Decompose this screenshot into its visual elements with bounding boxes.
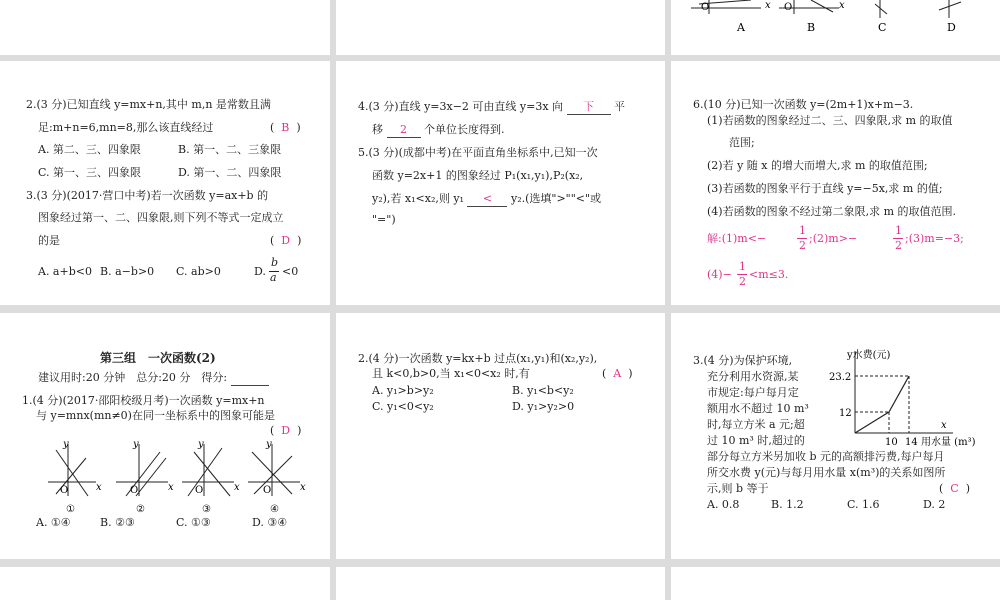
g2-y: y xyxy=(133,439,139,450)
g2-o: O xyxy=(130,485,139,496)
mid-left-panel xyxy=(0,61,330,305)
q3-opt-d-prefix: D. xyxy=(254,265,266,278)
g3-x: x xyxy=(234,482,240,493)
bq2-answer: ( A ) xyxy=(602,367,633,380)
graph-x-label: 用水量 (m³) xyxy=(921,437,976,448)
g4-x: x xyxy=(300,482,306,493)
q4-line2 xyxy=(372,122,505,138)
graph-label-c: C xyxy=(878,21,887,34)
graph-label-a: A xyxy=(737,21,745,34)
q6-part1-a: (1)若函数的图象经过二、三、四象限,求 m 的取值 xyxy=(707,114,953,127)
mid-right-panel xyxy=(671,61,1000,305)
q2-answer: ( B ) xyxy=(270,121,301,134)
q3-opt-b: B. a−b>0 xyxy=(100,265,155,278)
group-title: 第三组 一次函数(2) xyxy=(100,351,216,365)
graph-a-origin: O xyxy=(701,2,710,13)
bottom-right-panel xyxy=(671,313,1000,559)
bq2-opt-b: B. y₁<b<y₂ xyxy=(512,384,574,397)
q3-answer-value: D xyxy=(281,234,291,247)
q6-part3: (3)若函数的图象平行于直线 y=−5x,求 m 的值; xyxy=(707,182,943,195)
q5-blank: < xyxy=(467,191,507,207)
bq3-line1: 3.(4 分)为保护环境, xyxy=(693,354,793,367)
bq3-answer: ( C ) xyxy=(939,482,971,495)
bq1-line1: 1.(4 分)(2017·邵阳校级月考)一次函数 y=mx+n xyxy=(22,394,265,407)
q2-line2: 足:m+n=6,mn=8,那么该直线经过 xyxy=(38,121,214,134)
bq2-line2: 且 k<0,b>0,当 x₁<0<x₂ 时,有 xyxy=(372,367,530,380)
score-blank xyxy=(231,370,269,386)
bq2-line1: 2.(4 分)一次函数 y=kx+b 过点(x₁,y₁)和(x₂,y₂), xyxy=(358,352,598,365)
water-fee-graph xyxy=(821,345,991,465)
q5-line3-a: y₂),若 x₁<x₂,则 y₁ xyxy=(372,192,464,205)
bottom-left-panel xyxy=(0,313,330,559)
graph-num-2: ② xyxy=(136,504,145,515)
q3-line3: 的是 xyxy=(38,234,60,247)
q6-line1: 6.(10 分)已知一次函数 y=(2m+1)x+m−3. xyxy=(693,98,914,111)
q3-opt-d-num: b xyxy=(271,256,279,269)
top-left-panel xyxy=(0,0,330,55)
bq1-opt-c: C. ①③ xyxy=(176,516,211,529)
q6-part1-b: 范围; xyxy=(729,136,755,149)
bq3-line4: 额用水不超过 10 m³ xyxy=(707,402,809,415)
q2-line1: 2.(3 分)已知直线 y=mx+n,其中 m,n 是常数且满 xyxy=(26,98,271,111)
g4-y: y xyxy=(266,439,272,450)
sol-frac1-num: 1 xyxy=(799,224,806,237)
q4-line1-b: 平 xyxy=(614,100,626,113)
sol-frac3-den: 2 xyxy=(739,275,746,288)
q6-part4: (4)若函数的图象不经过第二象限,求 m 的取值范围. xyxy=(707,205,956,218)
bq3-opt-a: A. 0.8 xyxy=(707,498,740,511)
q4-blank1: 下 xyxy=(567,99,611,115)
q5-line4: "=") xyxy=(372,213,396,226)
bq3-full1: 部分每立方米另加收 b 元的高额排污费,每户每月 xyxy=(707,450,945,463)
graph-x-tick-14: 14 xyxy=(905,437,918,448)
q5-line3-b: y₂.(选填">""<"或 xyxy=(510,192,602,205)
bq1-opt-d: D. ③④ xyxy=(252,516,288,529)
q3-opt-a: A. a+b<0 xyxy=(38,265,92,278)
sol-part1: 解:(1)m<− xyxy=(707,232,767,245)
graph-y-label: y水费(元) xyxy=(847,350,891,361)
graph-x-tick-10: 10 xyxy=(885,437,898,448)
bq2-answer-value: A xyxy=(613,367,622,380)
bottom-center-panel xyxy=(336,313,665,559)
bq1-opt-a: A. ①④ xyxy=(36,516,71,529)
bq3-line5: 时,每立方米 a 元;超 xyxy=(707,418,805,431)
group-meta xyxy=(38,370,269,386)
q2-opt-a: A. 第二、三、四象限 xyxy=(38,143,141,156)
q3-line1: 3.(3 分)(2017·营口中考)若一次函数 y=ax+b 的 xyxy=(26,189,269,202)
bq1-answer: ( D ) xyxy=(270,424,302,437)
top-graphs xyxy=(671,0,1000,55)
q6-part2: (2)若 y 随 x 的增大而增大,求 m 的取值范围; xyxy=(707,159,928,172)
q5-line2: 函数 y=2x+1 的图象经过 P₁(x₁,y₁),P₂(x₂, xyxy=(372,169,584,182)
bq3-answer-value: C xyxy=(950,482,959,495)
sol-part3: ;(3)m=−3; xyxy=(905,232,964,245)
q3-opt-c: C. ab>0 xyxy=(176,265,221,278)
next-row-center-panel xyxy=(336,567,665,600)
bq3-opt-c: C. 1.6 xyxy=(847,498,880,511)
graph-num-3: ③ xyxy=(202,504,211,515)
g1-y: y xyxy=(63,439,69,450)
q3-line2: 图象经过第一、二、四象限,则下列不等式一定成立 xyxy=(38,211,284,224)
q4-line2-b: 个单位长度得到. xyxy=(424,123,505,136)
top-center-panel xyxy=(336,0,665,55)
sol-frac2-den: 2 xyxy=(895,239,902,252)
bq1-answer-value: D xyxy=(281,424,291,437)
sol-part4a: (4)− xyxy=(707,268,732,281)
bq2-opt-d: D. y₁>y₂>0 xyxy=(512,400,575,413)
q4-blank2: 2 xyxy=(387,122,421,138)
bq1-graphs xyxy=(0,438,330,518)
q4-line1-a: 4.(3 分)直线 y=3x−2 可由直线 y=3x 向 xyxy=(358,100,564,113)
graph-num-1: ① xyxy=(66,504,75,515)
sol-part4b: <m≤3. xyxy=(749,268,789,281)
sol-frac1-den: 2 xyxy=(799,239,806,252)
bq3-opt-b: B. 1.2 xyxy=(771,498,804,511)
graph-a-x: x xyxy=(765,0,771,11)
g3-o: O xyxy=(195,485,204,496)
bq1-line2: 与 y=mnx(mn≠0)在同一坐标系中的图象可能是 xyxy=(36,409,275,422)
g1-o: O xyxy=(60,485,69,496)
q4-line2-a: 移 xyxy=(372,123,383,136)
g2-x: x xyxy=(168,482,174,493)
q2-opt-c: C. 第一、三、四象限 xyxy=(38,166,142,179)
next-row-left-panel xyxy=(0,567,330,600)
bq3-line6: 过 10 m³ 时,超过的 xyxy=(707,434,805,447)
graph-x-axis: x xyxy=(941,420,947,431)
next-row-right-panel xyxy=(671,567,1000,600)
bq2-opt-a: A. y₁>b>y₂ xyxy=(372,384,434,397)
g1-x: x xyxy=(96,482,102,493)
graph-b-x: x xyxy=(839,0,845,11)
graph-y-tick-12: 12 xyxy=(839,408,852,419)
group-meta-text: 建议用时:20 分钟 总分:20 分 得分: xyxy=(38,371,228,384)
q5-line1: 5.(3 分)(成都中考)在平面直角坐标系中,已知一次 xyxy=(358,146,598,159)
sol-frac2-num: 1 xyxy=(895,224,902,237)
q3-answer: ( D ) xyxy=(270,234,302,247)
sol-part2: ;(2)m>− xyxy=(809,232,858,245)
bq2-opt-c: C. y₁<0<y₂ xyxy=(372,400,434,413)
mid-center-panel xyxy=(336,61,665,305)
q3-opt-d-den: a xyxy=(270,271,277,284)
q2-opt-d: D. 第一、二、四象限 xyxy=(178,166,282,179)
g3-y: y xyxy=(198,439,204,450)
sol-frac3-num: 1 xyxy=(739,260,746,273)
q2-answer-value: B xyxy=(281,121,290,134)
graph-label-b: B xyxy=(807,21,816,34)
bq1-opt-b: B. ②③ xyxy=(100,516,135,529)
graph-num-4: ④ xyxy=(270,504,279,515)
bq3-line2: 充分利用水资源,某 xyxy=(707,370,799,383)
top-right-panel xyxy=(671,0,1000,55)
graph-label-d: D xyxy=(947,21,956,34)
graph-y-tick-23: 23.2 xyxy=(829,372,852,383)
q4-line1 xyxy=(358,99,625,115)
g4-o: O xyxy=(263,485,272,496)
q5-line3 xyxy=(372,191,601,207)
bq3-line3: 市规定:每户每月定 xyxy=(707,386,799,399)
q2-opt-b: B. 第一、二、三象限 xyxy=(178,143,282,156)
bq3-full2: 所交水费 y(元)与每月用水量 x(m³)的关系如图所 xyxy=(707,466,946,479)
bq3-full3: 示,则 b 等于 xyxy=(707,482,769,495)
bq3-opt-d: D. 2 xyxy=(923,498,946,511)
graph-b-origin: O xyxy=(784,2,793,13)
q3-opt-d-suffix: <0 xyxy=(282,265,299,278)
